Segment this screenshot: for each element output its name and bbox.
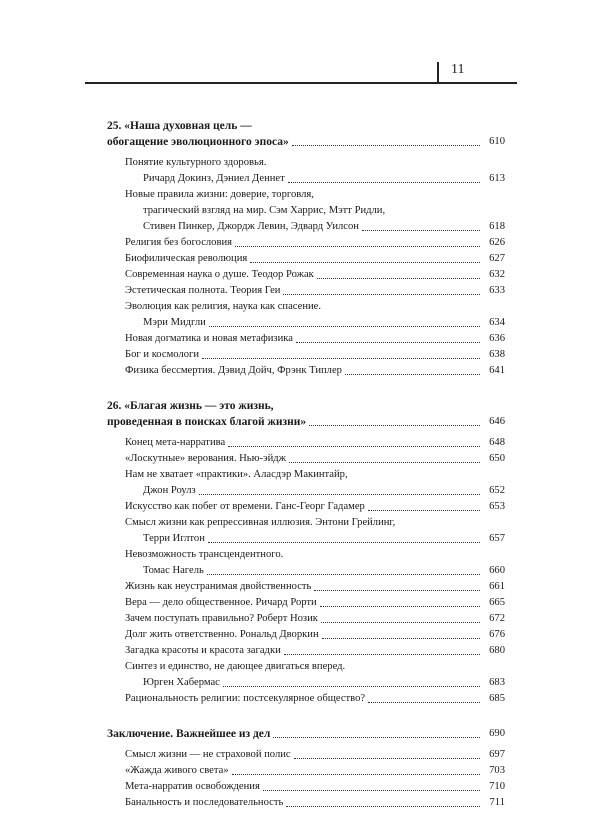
toc-entry-page-number: 627 — [489, 253, 505, 264]
toc-entry[interactable] — [107, 611, 505, 627]
toc-entry-label: Джон Роулз — [143, 485, 196, 496]
dot-leader — [263, 789, 480, 791]
toc-entry-page-number: 653 — [489, 501, 505, 512]
dot-leader — [228, 445, 480, 447]
toc-entry[interactable] — [107, 251, 505, 267]
toc-entry-page-number: 613 — [489, 173, 505, 184]
toc-entry-label: Томас Нагель — [143, 565, 204, 576]
dot-leader — [309, 424, 480, 426]
dot-leader — [362, 229, 480, 231]
toc-entry-label: Биофилическая революция — [125, 253, 248, 264]
toc-entry-label: «Лоскутные» верования. Нью-эйдж — [125, 453, 286, 464]
dot-leader — [283, 293, 480, 295]
toc-entry[interactable] — [107, 315, 505, 331]
dot-leader — [296, 341, 480, 343]
toc-entry-line: Новые правила жизни: доверие, торговля, — [125, 189, 314, 200]
toc-entry[interactable] — [107, 747, 505, 763]
dot-leader — [207, 573, 480, 575]
dot-leader — [368, 509, 480, 511]
toc-entry[interactable] — [107, 691, 505, 707]
toc-entry-label: Мета-нарратив освобождения — [125, 781, 260, 792]
toc-entry-label: Современная наука о душе. Теодор Рожак — [125, 269, 314, 280]
toc-entry[interactable] — [107, 331, 505, 347]
toc-entry-label: Эстетическая полнота. Теория Геи — [125, 285, 281, 296]
dot-leader — [292, 144, 480, 146]
dot-leader — [345, 373, 480, 375]
toc-entry-label: Бог и космологи — [125, 349, 200, 360]
toc-entry-page-number: 697 — [489, 749, 505, 760]
toc-entry-page-number: 661 — [489, 581, 505, 592]
toc-entry[interactable] — [107, 219, 505, 235]
toc-entry-label: Жизнь как неустранимая двойственность — [125, 581, 312, 592]
dot-leader — [317, 277, 480, 279]
toc-entry[interactable] — [107, 267, 505, 283]
dot-leader — [286, 805, 480, 807]
section-title: проведенная в поисках благой жизни» — [107, 416, 307, 428]
dot-leader — [209, 325, 480, 327]
section-title-row[interactable] — [107, 134, 505, 150]
dot-leader — [322, 637, 480, 639]
toc-entry-line: трагический взгляд на мир. Сэм Харрис, Мэтт Ридли, — [143, 205, 386, 216]
dot-leader — [321, 621, 480, 623]
dot-leader — [208, 541, 480, 543]
toc-entry-page-number: 648 — [489, 437, 505, 448]
toc-entry-page-number: 636 — [489, 333, 505, 344]
toc-entry[interactable] — [107, 499, 505, 515]
toc-entry[interactable] — [107, 675, 505, 691]
toc-entry-line: Эволюция как религия, наука как спасение. — [125, 301, 322, 312]
toc-entry-page-number: 680 — [489, 645, 505, 656]
toc-entry-line: Синтез и единство, не дающее двигаться вперед. — [125, 661, 346, 672]
toc-entry-page-number: 618 — [489, 221, 505, 232]
toc-entry[interactable] — [107, 347, 505, 363]
toc-entry-page-number: 683 — [489, 677, 505, 688]
toc-entry-label: Рациональность религии: постсекулярное общество? — [125, 693, 366, 704]
toc-entry[interactable] — [107, 763, 505, 779]
toc-entry-label: Конец мета-нарратива — [125, 437, 226, 448]
toc-entry[interactable] — [107, 643, 505, 659]
table-of-contents — [107, 118, 505, 830]
toc-section — [107, 398, 505, 707]
toc-entry-label: Вера — дело общественное. Ричард Рорти — [125, 597, 317, 608]
toc-entry-page-number: 703 — [489, 765, 505, 776]
toc-entry-page-number: 676 — [489, 629, 505, 640]
toc-entry[interactable] — [107, 283, 505, 299]
dot-leader — [320, 605, 480, 607]
section-page-number: 690 — [489, 728, 505, 739]
toc-entry-label: «Жажда живого света» — [125, 765, 229, 776]
dot-leader — [294, 757, 480, 759]
toc-entry-label: Терри Иглтон — [143, 533, 205, 544]
toc-entry-label: Физика бессмертия. Дэвид Дойч, Фрэнк Типлер — [125, 365, 342, 376]
dot-leader — [223, 685, 480, 687]
toc-entry[interactable] — [107, 531, 505, 547]
header-vertical-rule — [437, 62, 439, 83]
dot-leader — [250, 261, 480, 263]
toc-entry-line: Невозможность трансцендентного. — [125, 549, 284, 560]
toc-entry-page-number: 660 — [489, 565, 505, 576]
toc-entry-page-number: 672 — [489, 613, 505, 624]
toc-entry-label: Новая догматика и новая метафизика — [125, 333, 293, 344]
header-rule — [85, 82, 517, 84]
section-title: Заключение. Важнейшее из дел — [107, 728, 271, 740]
toc-entry[interactable] — [107, 451, 505, 467]
toc-entry-label: Долг жить ответственно. Рональд Дворкин — [125, 629, 319, 640]
toc-entry-page-number: 665 — [489, 597, 505, 608]
toc-section — [107, 726, 505, 811]
section-title-line: 26. «Благая жизнь — это жизнь, — [107, 400, 274, 412]
toc-section — [107, 118, 505, 379]
toc-entry[interactable] — [107, 363, 505, 379]
toc-entry[interactable] — [107, 483, 505, 499]
toc-entry-page-number: 711 — [489, 797, 505, 808]
toc-entry-label: Искусство как побег от времени. Ганс-Георг Гадамер — [125, 501, 365, 512]
toc-entry-label: Религия без богословия — [125, 237, 233, 248]
toc-entry-page-number: 633 — [489, 285, 505, 296]
toc-entry[interactable] — [107, 563, 505, 579]
toc-entry-page-number: 638 — [489, 349, 505, 360]
toc-entry-page-number: 650 — [489, 453, 505, 464]
page-number: 11 — [451, 62, 465, 77]
toc-entry-label: Смысл жизни — не страховой полис — [125, 749, 291, 760]
toc-entry-label: Стивен Пинкер, Джордж Левин, Эдвард Уилсон — [143, 221, 359, 232]
toc-entry[interactable] — [107, 627, 505, 643]
section-title-row[interactable] — [107, 726, 505, 742]
dot-leader — [289, 461, 480, 463]
toc-entry[interactable] — [107, 779, 505, 795]
dot-leader — [235, 245, 480, 247]
toc-entry-label: Мэри Мидгли — [143, 317, 206, 328]
toc-entry[interactable] — [107, 171, 505, 187]
dot-leader — [284, 653, 480, 655]
dot-leader — [368, 701, 480, 703]
toc-entry-label: Ричард Докинз, Дэниел Деннет — [143, 173, 285, 184]
toc-entry-page-number: 641 — [489, 365, 505, 376]
toc-entry-line: Понятие культурного здоровья. — [125, 157, 267, 168]
toc-entry[interactable] — [107, 795, 505, 811]
dot-leader — [202, 357, 480, 359]
dot-leader — [273, 736, 480, 738]
toc-entry-page-number: 685 — [489, 693, 505, 704]
toc-entry[interactable] — [107, 435, 505, 451]
toc-entry-page-number: 710 — [489, 781, 505, 792]
toc-entry-page-number: 634 — [489, 317, 505, 328]
toc-entry[interactable] — [107, 595, 505, 611]
section-title: обогащение эволюционного эпоса» — [107, 136, 289, 148]
toc-entry[interactable] — [107, 579, 505, 595]
dot-leader — [288, 181, 480, 183]
section-page-number: 610 — [489, 136, 505, 147]
toc-entry-page-number: 657 — [489, 533, 505, 544]
toc-entry-line: Нам не хватает «практики». Аласдэр Макинтайр, — [125, 469, 348, 480]
toc-entry-line: Смысл жизни как репрессивная иллюзия. Энтони Грейлинг, — [125, 517, 396, 528]
toc-entry-label: Загадка красоты и красота загадки — [125, 645, 281, 656]
toc-entry-page-number: 632 — [489, 269, 505, 280]
toc-entry-label: Банальность и последовательность — [125, 797, 284, 808]
dot-leader — [232, 773, 480, 775]
section-page-number: 646 — [489, 416, 505, 427]
section-title-row[interactable] — [107, 414, 505, 430]
toc-entry-page-number: 652 — [489, 485, 505, 496]
dot-leader — [199, 493, 480, 495]
toc-entry-label: Зачем поступать правильно? Роберт Нозик — [125, 613, 318, 624]
toc-entry-label: Юрген Хабермас — [143, 677, 220, 688]
section-title-line: 25. «Наша духовная цель — — [107, 120, 252, 132]
toc-entry-page-number: 626 — [489, 237, 505, 248]
toc-entry[interactable] — [107, 235, 505, 251]
dot-leader — [314, 589, 480, 591]
